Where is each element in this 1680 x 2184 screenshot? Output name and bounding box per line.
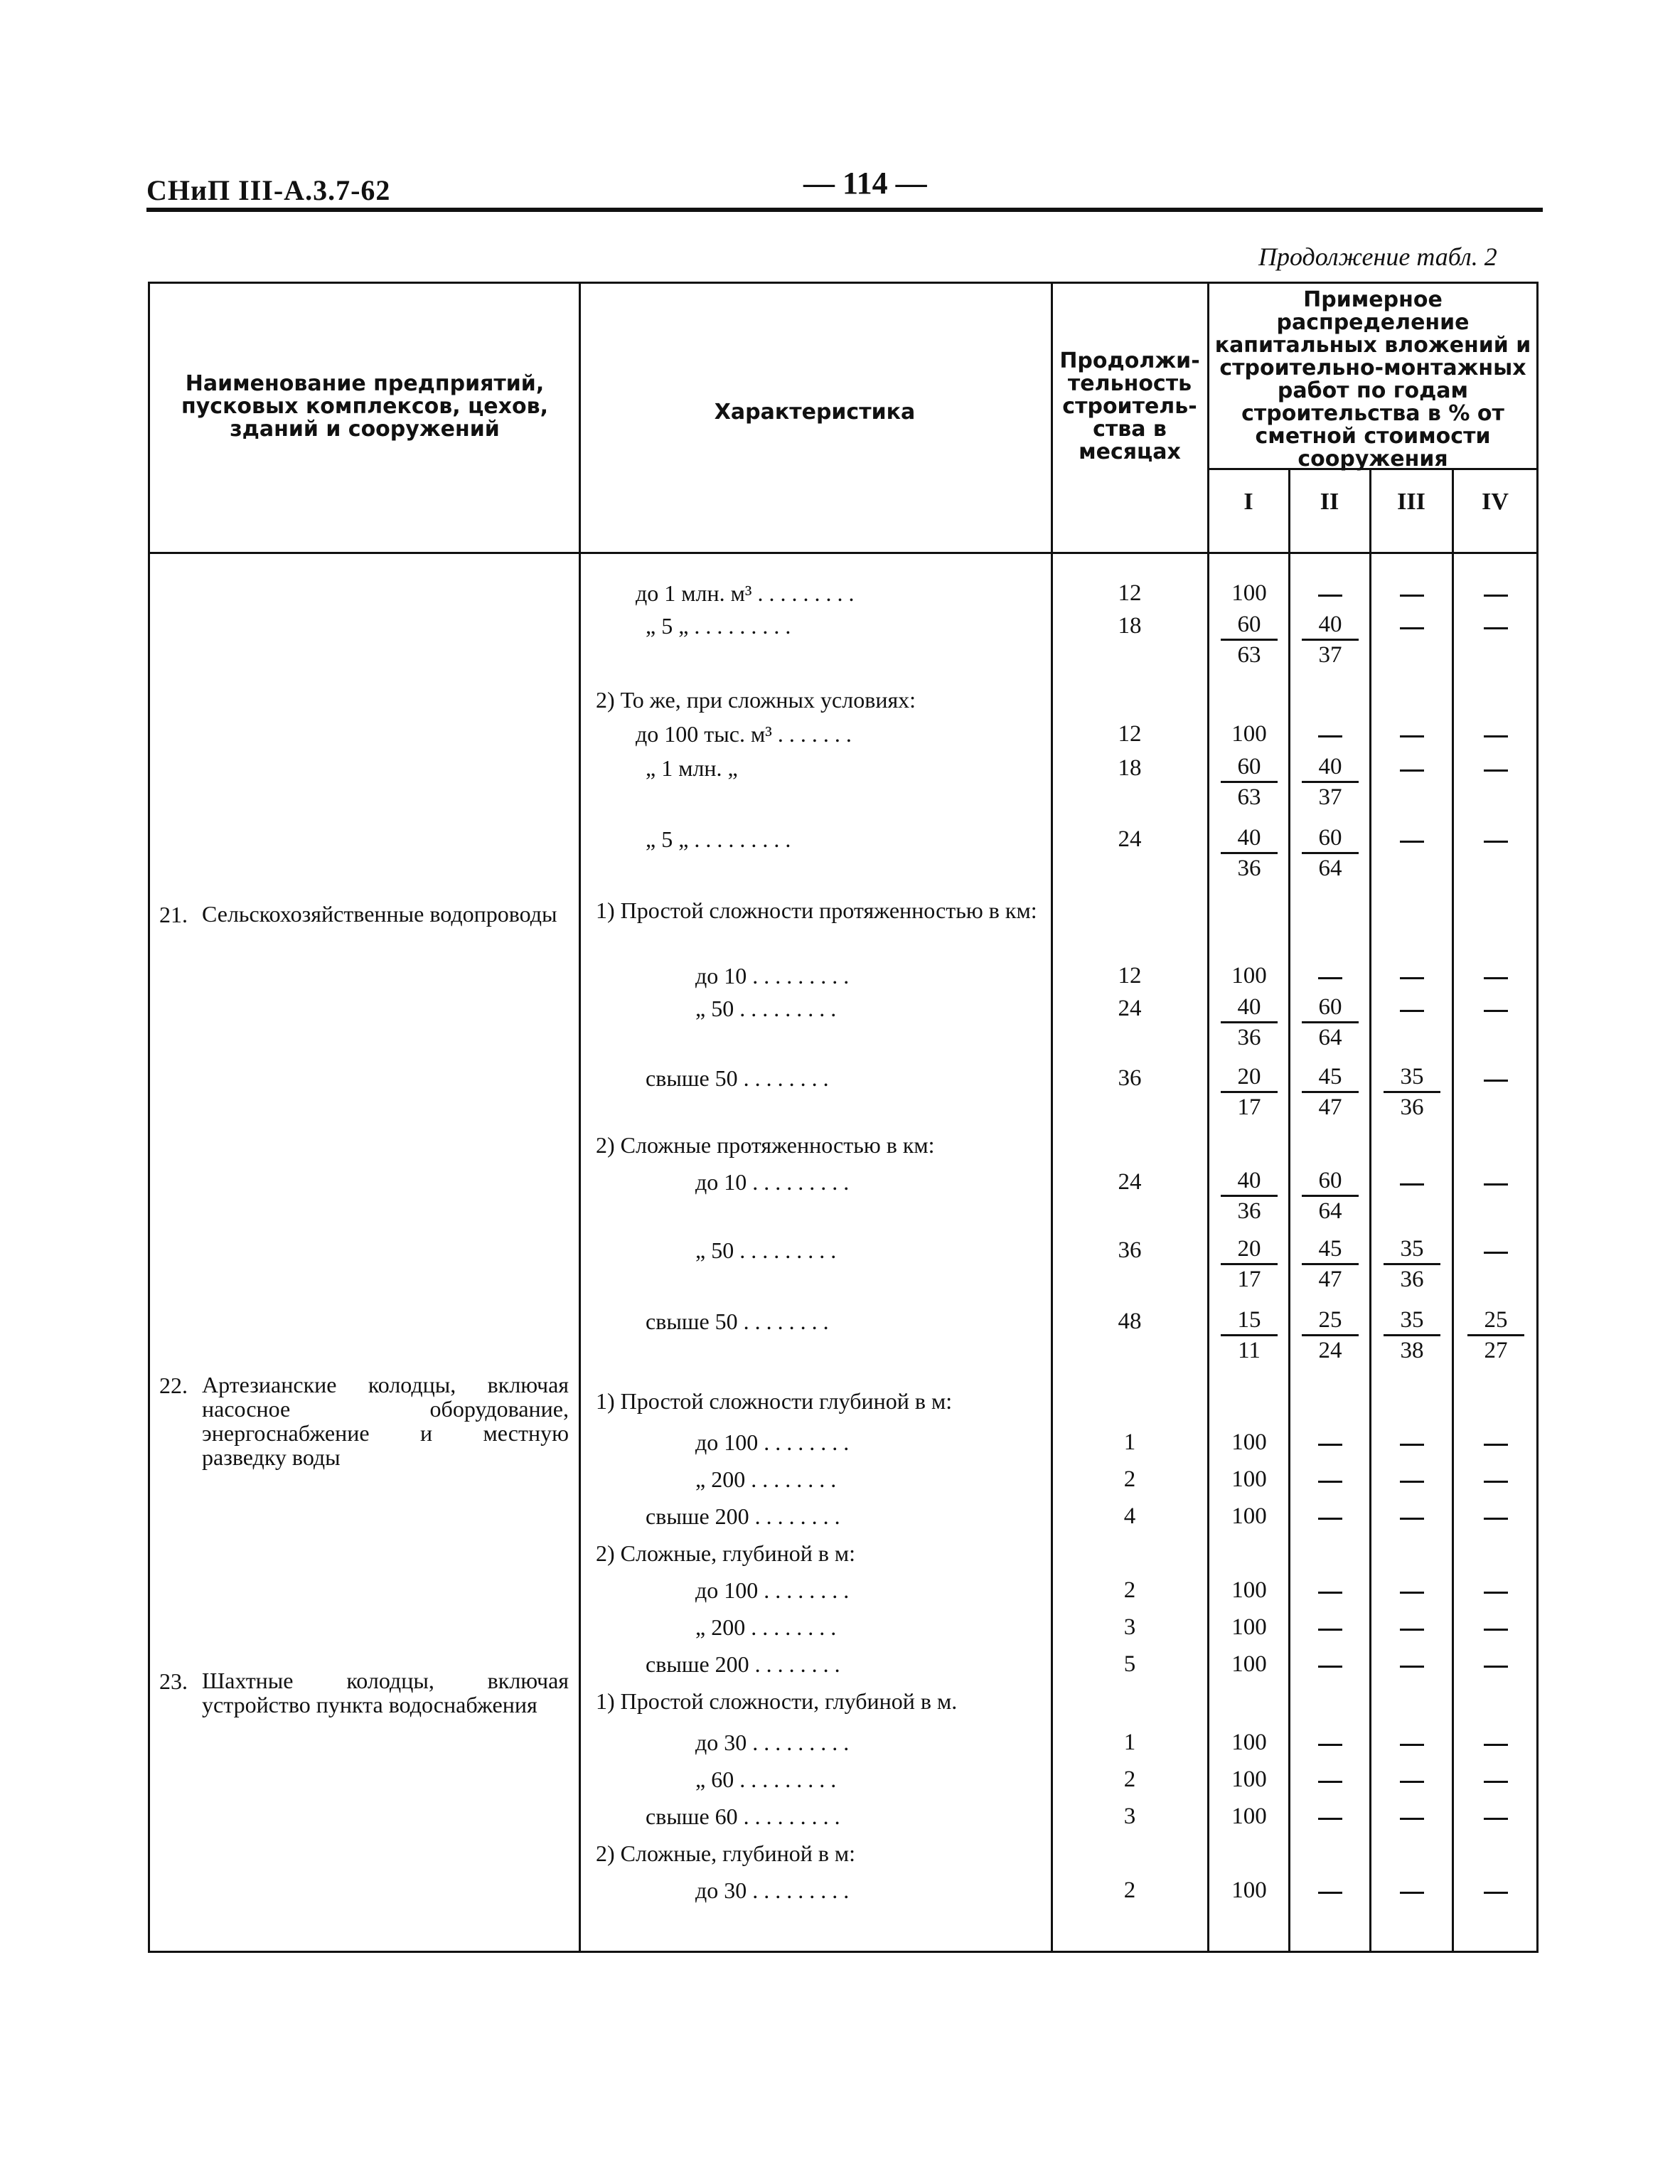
row-value-dash xyxy=(1484,1744,1508,1746)
row-value: 100 xyxy=(1231,1614,1267,1640)
table-right-border xyxy=(1536,282,1539,1953)
row-value-dash xyxy=(1484,735,1508,737)
header-name: Наименование предприятий, пусковых комплексов, цехов, зданий и сооружений xyxy=(181,371,548,442)
page-number: — 114 — xyxy=(803,166,927,201)
fraction-denominator: 63 xyxy=(1237,784,1261,810)
row-value-fraction xyxy=(1221,610,1278,669)
fraction-numerator: 35 xyxy=(1384,1062,1440,1093)
row-value-dash xyxy=(1484,1444,1508,1446)
row-value-dash xyxy=(1318,595,1342,597)
row-value: 100 xyxy=(1231,1429,1267,1455)
row-value: 100 xyxy=(1231,1577,1267,1603)
row-value-dash xyxy=(1484,1481,1508,1483)
row-value-dash xyxy=(1400,1592,1424,1594)
row-duration: 2 xyxy=(1123,1877,1136,1903)
row-value-dash xyxy=(1318,1818,1342,1820)
row-value-dash xyxy=(1400,595,1424,597)
row-characteristic: 2) Сложные, глубиной в м: xyxy=(596,1540,856,1566)
row-value-dash xyxy=(1484,769,1508,772)
fraction-denominator: 47 xyxy=(1318,1267,1342,1292)
row-characteristic: 2) Сложные протяженностью в км: xyxy=(596,1132,935,1158)
row-value-dash xyxy=(1318,1744,1342,1746)
row-value-fraction xyxy=(1302,1166,1359,1225)
fraction-numerator: 40 xyxy=(1302,610,1359,641)
fraction-numerator: 35 xyxy=(1384,1235,1440,1265)
group-name: Сельскохозяйственные водопроводы xyxy=(202,901,557,927)
row-value-dash xyxy=(1400,1744,1424,1746)
row-value-dash xyxy=(1400,1481,1424,1483)
row-value-dash xyxy=(1318,1666,1342,1668)
group-name: Шахтные колодцы, включая устройство пункта водоснабжения xyxy=(202,1668,569,1717)
row-value-dash xyxy=(1484,1010,1508,1012)
row-characteristic: до 30 . . . . . . . . . xyxy=(695,1877,850,1903)
row-value-dash xyxy=(1400,977,1424,979)
fraction-denominator: 36 xyxy=(1237,856,1261,881)
row-duration: 1 xyxy=(1123,1429,1136,1455)
row-characteristic: до 1 млн. м³ . . . . . . . . . xyxy=(636,580,855,606)
row-duration: 2 xyxy=(1123,1577,1136,1603)
row-value-dash xyxy=(1318,1592,1342,1594)
row-duration: 48 xyxy=(1118,1309,1142,1334)
row-characteristic: „ 5 „ . . . . . . . . . xyxy=(646,613,791,639)
group-number: 23. xyxy=(159,1668,188,1694)
group-name: Артезианские колодцы, включая насосное оборудование, энергоснабжение и местную разведку воды xyxy=(202,1372,569,1470)
row-duration: 1 xyxy=(1123,1730,1136,1755)
row-value-dash xyxy=(1484,627,1508,629)
row-value-fraction xyxy=(1221,824,1278,883)
row-value-fraction xyxy=(1467,1306,1524,1365)
row-value-fraction xyxy=(1302,1306,1359,1365)
group-number: 22. xyxy=(159,1373,188,1398)
row-duration: 18 xyxy=(1118,755,1142,781)
row-characteristic: до 10 . . . . . . . . . xyxy=(695,963,850,989)
row-value-dash xyxy=(1484,841,1508,843)
fraction-denominator: 47 xyxy=(1318,1094,1342,1120)
row-duration: 24 xyxy=(1118,826,1142,852)
row-value: 100 xyxy=(1231,721,1267,747)
fraction-denominator: 36 xyxy=(1400,1267,1424,1292)
header-duration: Продолжи-тельность строитель-ства в месяцах xyxy=(1059,348,1200,464)
row-value-dash xyxy=(1318,977,1342,979)
row-value-dash xyxy=(1484,1252,1508,1254)
row-characteristic: „ 50 . . . . . . . . . xyxy=(695,1237,837,1263)
table-top-border xyxy=(148,282,1539,284)
row-value-dash xyxy=(1484,977,1508,979)
fraction-numerator: 60 xyxy=(1302,1166,1359,1197)
row-characteristic: свыше 50 . . . . . . . . xyxy=(646,1065,829,1091)
fraction-denominator: 36 xyxy=(1237,1025,1261,1050)
row-value-dash xyxy=(1484,1183,1508,1186)
row-value-dash xyxy=(1318,1781,1342,1783)
header-characteristic: Характеристика xyxy=(714,400,916,425)
row-characteristic: „ 200 . . . . . . . . xyxy=(695,1614,837,1640)
row-duration: 4 xyxy=(1123,1503,1136,1529)
fraction-denominator: 24 xyxy=(1318,1338,1342,1363)
row-characteristic: до 100 тыс. м³ . . . . . . . xyxy=(636,721,852,747)
row-value-fraction xyxy=(1221,1306,1278,1365)
fraction-numerator: 60 xyxy=(1221,610,1278,641)
fraction-numerator: 20 xyxy=(1221,1062,1278,1093)
fraction-numerator: 60 xyxy=(1221,752,1278,783)
fraction-numerator: 35 xyxy=(1384,1306,1440,1336)
row-duration: 18 xyxy=(1118,613,1142,639)
row-value-dash xyxy=(1318,1892,1342,1894)
fraction-numerator: 40 xyxy=(1221,824,1278,854)
row-value: 100 xyxy=(1231,1767,1267,1792)
table-left-border xyxy=(148,282,150,1953)
row-value-fraction xyxy=(1302,610,1359,669)
row-characteristic: 1) Простой сложности, глубиной в м. xyxy=(596,1688,958,1714)
row-value-fraction xyxy=(1302,1062,1359,1122)
fraction-numerator: 45 xyxy=(1302,1235,1359,1265)
row-value-fraction xyxy=(1384,1306,1440,1365)
row-value-dash xyxy=(1484,1518,1508,1520)
row-value-dash xyxy=(1484,1892,1508,1894)
row-characteristic: 1) Простой сложности протяженностью в км: xyxy=(596,897,1037,923)
row-duration: 36 xyxy=(1118,1237,1142,1263)
row-value-dash xyxy=(1400,627,1424,629)
row-characteristic: „ 200 . . . . . . . . xyxy=(695,1466,837,1492)
row-duration: 12 xyxy=(1118,580,1142,606)
row-duration: 5 xyxy=(1123,1651,1136,1677)
header-bottom-rule xyxy=(148,552,1539,554)
fraction-numerator: 40 xyxy=(1221,993,1278,1023)
row-characteristic: 2) То же, при сложных условиях: xyxy=(596,687,916,713)
fraction-denominator: 64 xyxy=(1318,1198,1342,1224)
row-characteristic: до 30 . . . . . . . . . xyxy=(695,1730,850,1755)
row-characteristic: до 100 . . . . . . . . xyxy=(695,1577,850,1603)
col-divider-char xyxy=(579,282,581,1953)
fraction-numerator: 40 xyxy=(1302,752,1359,783)
row-value-dash xyxy=(1484,1781,1508,1783)
fraction-denominator: 17 xyxy=(1237,1094,1261,1120)
row-value-fraction xyxy=(1384,1235,1440,1294)
row-value-dash xyxy=(1484,1592,1508,1594)
fraction-numerator: 25 xyxy=(1467,1306,1524,1336)
row-characteristic: 2) Сложные, глубиной в м: xyxy=(596,1841,856,1866)
row-value-dash xyxy=(1400,1010,1424,1012)
row-value-dash xyxy=(1318,1518,1342,1520)
row-value-fraction xyxy=(1302,1235,1359,1294)
row-value-fraction xyxy=(1221,993,1278,1052)
row-value-dash xyxy=(1318,735,1342,737)
fraction-denominator: 37 xyxy=(1318,642,1342,668)
header-year-1: I xyxy=(1243,489,1253,515)
fraction-numerator: 40 xyxy=(1221,1166,1278,1197)
fraction-numerator: 25 xyxy=(1302,1306,1359,1336)
row-value: 100 xyxy=(1231,580,1267,606)
fraction-denominator: 11 xyxy=(1238,1338,1261,1363)
col-divider-year3 xyxy=(1369,468,1371,1953)
row-value-dash xyxy=(1400,1781,1424,1783)
row-value-dash xyxy=(1318,1629,1342,1631)
table-continuation-note: Продолжение табл. 2 xyxy=(1258,243,1497,271)
row-value: 100 xyxy=(1231,1730,1267,1755)
row-value-dash xyxy=(1318,1481,1342,1483)
row-value-dash xyxy=(1400,1892,1424,1894)
fraction-numerator: 15 xyxy=(1221,1306,1278,1336)
row-characteristic: 1) Простой сложности глубиной в м: xyxy=(596,1388,953,1414)
row-value-dash xyxy=(1484,595,1508,597)
row-duration: 12 xyxy=(1118,721,1142,747)
row-value: 100 xyxy=(1231,1503,1267,1529)
document-code: СНиП III-А.3.7-62 xyxy=(146,174,391,206)
row-value: 100 xyxy=(1231,1804,1267,1829)
header-year-3: III xyxy=(1397,489,1425,515)
row-value-dash xyxy=(1484,1818,1508,1820)
row-duration: 24 xyxy=(1118,996,1142,1021)
col-divider-year2 xyxy=(1288,468,1290,1953)
row-value-dash xyxy=(1484,1666,1508,1668)
row-characteristic: свыше 50 . . . . . . . . xyxy=(646,1309,829,1334)
row-characteristic: „ 5 „ . . . . . . . . . xyxy=(646,826,791,852)
fraction-denominator: 64 xyxy=(1318,856,1342,881)
row-value-fraction xyxy=(1221,752,1278,811)
row-value-dash xyxy=(1400,1518,1424,1520)
header-year-4: IV xyxy=(1482,489,1509,515)
row-duration: 36 xyxy=(1118,1065,1142,1091)
row-value-dash xyxy=(1400,841,1424,843)
row-value-dash xyxy=(1400,1666,1424,1668)
fraction-numerator: 20 xyxy=(1221,1235,1278,1265)
fraction-denominator: 37 xyxy=(1318,784,1342,810)
col-divider-year4 xyxy=(1452,468,1454,1953)
group-number: 21. xyxy=(159,902,188,927)
row-duration: 2 xyxy=(1123,1767,1136,1792)
row-duration: 2 xyxy=(1123,1466,1136,1492)
row-characteristic: свыше 200 . . . . . . . . xyxy=(646,1651,840,1677)
row-value-fraction xyxy=(1302,824,1359,883)
fraction-denominator: 63 xyxy=(1237,642,1261,668)
row-value-dash xyxy=(1318,1444,1342,1446)
row-value-dash xyxy=(1400,1444,1424,1446)
fraction-denominator: 36 xyxy=(1400,1094,1424,1120)
table-bottom-border xyxy=(148,1951,1539,1953)
row-value: 100 xyxy=(1231,963,1267,989)
row-duration: 3 xyxy=(1123,1614,1136,1640)
row-value-fraction xyxy=(1302,993,1359,1052)
data-table xyxy=(148,282,1539,1953)
fraction-denominator: 36 xyxy=(1237,1198,1261,1224)
fraction-numerator: 45 xyxy=(1302,1062,1359,1093)
header-rule xyxy=(146,208,1543,212)
row-value-dash xyxy=(1400,1629,1424,1631)
row-value-dash xyxy=(1400,1183,1424,1186)
fraction-numerator: 60 xyxy=(1302,824,1359,854)
row-value-dash xyxy=(1400,735,1424,737)
row-characteristic: „ 1 млн. „ xyxy=(646,755,738,781)
row-value-fraction xyxy=(1221,1062,1278,1122)
row-value-dash xyxy=(1484,1629,1508,1631)
row-duration: 24 xyxy=(1118,1169,1142,1195)
row-characteristic: до 100 . . . . . . . . xyxy=(695,1429,850,1455)
col-divider-dist xyxy=(1207,282,1209,1953)
row-value: 100 xyxy=(1231,1877,1267,1903)
row-characteristic: свыше 200 . . . . . . . . xyxy=(646,1503,840,1529)
row-value-fraction xyxy=(1302,752,1359,811)
row-value: 100 xyxy=(1231,1466,1267,1492)
row-value-fraction xyxy=(1384,1062,1440,1122)
row-characteristic: „ 50 . . . . . . . . . xyxy=(695,996,837,1021)
fraction-denominator: 17 xyxy=(1237,1267,1261,1292)
row-duration: 3 xyxy=(1123,1804,1136,1829)
row-value-fraction xyxy=(1221,1166,1278,1225)
row-value-dash xyxy=(1400,1818,1424,1820)
header-year-2: II xyxy=(1320,489,1339,515)
fraction-numerator: 60 xyxy=(1302,993,1359,1023)
header-distribution: Примерное распределение капитальных вложений и строительно-монтажных работ по годам строительства в % от сметной стоимости сооружения xyxy=(1214,287,1531,472)
fraction-denominator: 64 xyxy=(1318,1025,1342,1050)
row-value-fraction xyxy=(1221,1235,1278,1294)
row-characteristic: „ 60 . . . . . . . . . xyxy=(695,1767,837,1792)
row-duration: 12 xyxy=(1118,963,1142,989)
fraction-denominator: 38 xyxy=(1400,1338,1424,1363)
row-value-dash xyxy=(1484,1080,1508,1082)
row-value: 100 xyxy=(1231,1651,1267,1677)
row-value-dash xyxy=(1400,769,1424,772)
col-divider-dur xyxy=(1051,282,1053,1953)
row-characteristic: свыше 60 . . . . . . . . . xyxy=(646,1804,840,1829)
row-characteristic: до 10 . . . . . . . . . xyxy=(695,1169,850,1195)
fraction-denominator: 27 xyxy=(1484,1338,1508,1363)
